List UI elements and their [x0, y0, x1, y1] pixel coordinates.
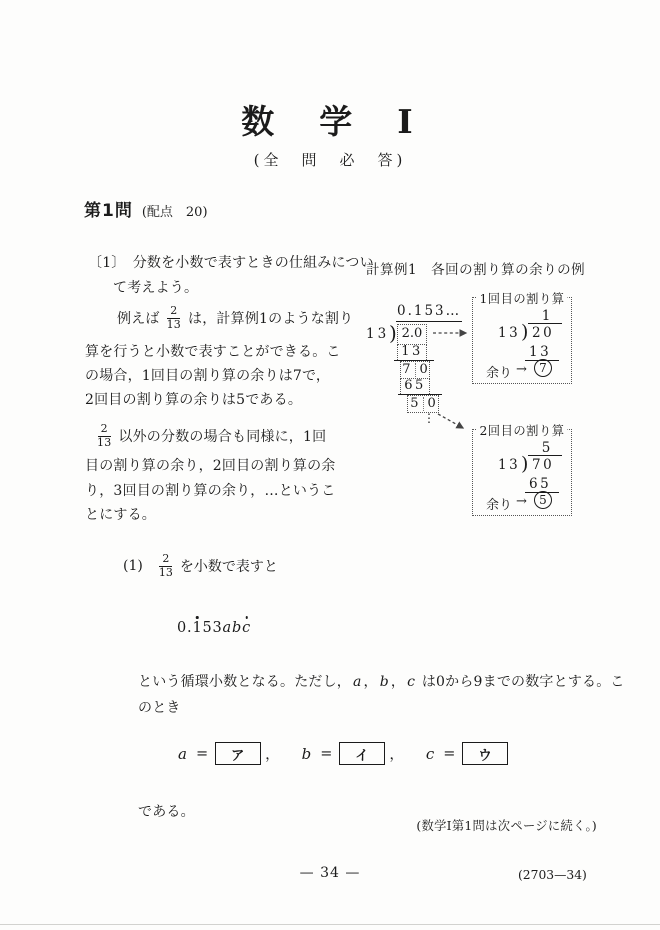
answer-box-a: ア	[215, 742, 261, 765]
document-code: (2703—34)	[518, 868, 587, 882]
problem-text-line: 2回目の割り算の余りは5である。	[85, 392, 303, 408]
example-box-label: 1回目の割り算	[476, 289, 567, 307]
page-title: 数 学 I	[241, 102, 419, 141]
fraction-numerator: 2	[167, 305, 180, 319]
remainder-circled-value: 7	[534, 359, 552, 377]
equals-sign: =	[320, 745, 333, 762]
problem-text-line: とにする。	[85, 507, 156, 523]
problem-text-line: 算を行うと小数で表すことができる。こ	[85, 344, 341, 360]
variable-c: c	[425, 744, 435, 763]
fraction-numerator: 2	[98, 423, 111, 437]
equals-sign: =	[195, 745, 209, 762]
condition-text-line: のとき	[138, 700, 181, 716]
comma: ，	[363, 674, 378, 690]
condition-text-segment: という循環小数となる。ただし，	[138, 674, 351, 690]
example-box-second-division	[472, 424, 572, 516]
problem-text-line: て考えよう。	[113, 280, 199, 296]
answer-box-c: ウ	[462, 742, 508, 765]
remainder-digit: 7	[402, 361, 411, 377]
continue-note: (数学I第1問は次ページに続く。)	[416, 819, 597, 833]
remainder-label: 余り	[486, 498, 513, 513]
variable-a: a	[178, 744, 187, 763]
remainder-arrow-icon: →	[516, 362, 527, 377]
variable-a: a	[353, 674, 362, 690]
long-division	[360, 300, 476, 438]
page-subtitle: (全 問 必 答)	[253, 151, 407, 169]
fraction	[165, 305, 183, 331]
division-step-65	[400, 379, 430, 394]
fraction-denominator: 13	[97, 435, 112, 449]
division-step-13	[397, 345, 427, 360]
box-quotient: 5	[541, 440, 551, 456]
scan-artifact-line	[0, 924, 660, 925]
dashed-arrow-right-icon	[432, 327, 474, 339]
box-quotient: 1	[541, 308, 551, 324]
box-bracket: )	[521, 453, 529, 475]
fraction	[95, 423, 113, 449]
problem-text-segment: 以外の分数の場合も同様に，1回	[118, 429, 327, 445]
box-dividend: 70	[532, 457, 555, 473]
problem-text-line: 〔1〕 分数を小数で表すときの仕組みについ	[88, 255, 374, 271]
problem-text-segment: は，計算例1のような割り	[188, 311, 354, 327]
problem-text-line	[117, 302, 353, 334]
fraction-denominator: 13	[158, 565, 173, 579]
dividend-dotted-box	[397, 324, 427, 345]
brought-down-digit: 0	[423, 397, 436, 411]
problem-text-line: の場合，1回目の割り算の余りは7で，	[85, 368, 331, 384]
problem-text-line: り，3回目の割り算の余り，…というこ	[85, 483, 336, 499]
section-label: 第1問	[84, 201, 133, 221]
division-step-value: 13	[401, 344, 423, 360]
decimal-overdot-digit: 1	[192, 620, 203, 636]
comma: ，	[265, 747, 280, 763]
condition-text-segment: は0から9までの数字とする。こ	[417, 674, 625, 690]
variable-b: b	[301, 744, 312, 763]
remainder-circled-value: 5	[534, 491, 552, 509]
example-title: 計算例1	[366, 262, 418, 278]
section-points: (配点 20)	[141, 205, 208, 220]
box-vinculum	[528, 323, 562, 324]
division-vinculum	[396, 321, 462, 322]
remainder-digit: 5	[410, 395, 419, 411]
remainder-dotted-box-70	[400, 361, 430, 379]
box-bracket: )	[521, 321, 529, 343]
brought-down-digit: 0	[415, 363, 428, 377]
closing-text: である。	[138, 804, 195, 820]
variable-c: c	[407, 674, 416, 690]
subquestion-label: (1)	[123, 558, 143, 574]
decimal-overdot-variable-c: c	[242, 620, 251, 636]
answer-box-b: イ	[339, 742, 385, 765]
vertical-dots: ⋮	[423, 411, 435, 425]
answer-row	[176, 742, 508, 765]
division-dividend: 2.0	[401, 326, 423, 342]
box-divisor: 13	[498, 325, 521, 341]
example-subtitle: 各回の割り算の余りの例	[431, 262, 586, 278]
problem-text-line: 目の割り算の余り，2回目の割り算の余	[85, 458, 336, 474]
section-heading	[84, 196, 208, 221]
example-heading	[366, 258, 585, 278]
condition-text-line	[138, 671, 625, 691]
decimal-integer-part: 0.	[177, 620, 193, 636]
division-quotient: 0.153…	[397, 303, 462, 319]
box-subtrahend: 65	[529, 476, 552, 492]
example-box-first-division	[472, 292, 572, 384]
remainder-arrow-icon: →	[516, 494, 527, 509]
box-divisor: 13	[498, 457, 521, 473]
repeating-decimal	[177, 620, 251, 636]
subquestion-line	[123, 549, 278, 583]
equals-sign: =	[443, 745, 456, 762]
decimal-digits: 53	[202, 620, 223, 636]
box-dividend: 20	[532, 325, 555, 341]
remainder-label: 余り	[486, 366, 513, 381]
example-box-label: 2回目の割り算	[476, 421, 567, 439]
division-step-value: 65	[404, 378, 426, 394]
box-subtrahend: 13	[529, 344, 552, 360]
comma: ，	[389, 747, 404, 763]
problem-text-line	[90, 420, 326, 452]
page-number: — 34 —	[299, 865, 361, 881]
box-vinculum	[528, 455, 562, 456]
variable-b: b	[379, 674, 389, 690]
division-divisor: 13	[366, 326, 390, 342]
division-bracket: )	[389, 321, 397, 345]
fraction-denominator: 13	[166, 317, 182, 331]
decimal-variables-ab: ab	[222, 620, 243, 636]
subquestion-text: を小数で表すと	[179, 559, 278, 575]
dashed-arrow-diagonal-icon	[436, 411, 474, 435]
fraction	[157, 553, 175, 579]
fraction-numerator: 2	[159, 553, 172, 567]
comma: ，	[390, 674, 406, 690]
problem-text-segment: 例えば	[117, 311, 160, 327]
